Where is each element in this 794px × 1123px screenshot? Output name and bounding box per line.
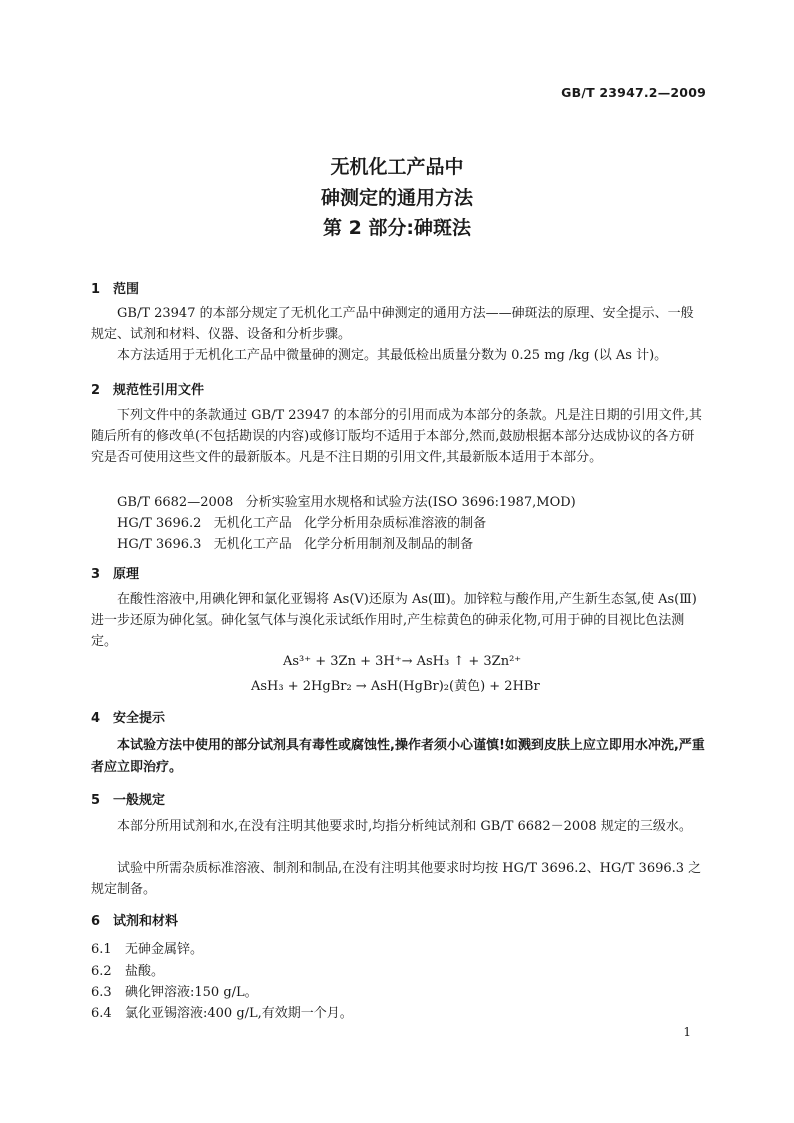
page-number: 1	[683, 1025, 691, 1039]
section-1-paragraph-2: 本方法适用于无机化工产品中微量砷的测定。其最低检出质量分数为 0.25 mg /kg (以 As 计)。	[117, 348, 668, 363]
section-6-heading	[91, 910, 178, 929]
section-title: 一般规定	[113, 793, 166, 808]
section-title: 规范性引用文件	[113, 383, 205, 398]
safety-warning: 本试验方法中使用的部分试剂具有毒性或腐蚀性,操作者须小心谨慎!如溅到皮肤上应立即用水冲洗,严重者应立即治疗。	[91, 738, 705, 775]
item-number: 6.4	[91, 1006, 112, 1021]
standard-number: GB/T 23947.2—2009	[561, 85, 706, 100]
reference-item: HG/T 3696.2 无机化工产品 化学分析用杂质标准溶液的制备	[117, 516, 487, 531]
section-number: 3	[91, 567, 101, 582]
section-4-heading	[91, 707, 165, 726]
document-title-line-1: 无机化工产品中	[330, 156, 464, 178]
section-number: 2	[91, 383, 101, 398]
list-item	[91, 938, 203, 957]
section-5-paragraph-1: 本部分所用试剂和水,在没有注明其他要求时,均指分析纯试剂和 GB/T 6682－2008 规定的三级水。	[117, 819, 692, 834]
section-1-paragraph-1: GB/T 23947 的本部分规定了无机化工产品中砷测定的通用方法——砷斑法的原理、安全提示、一般规定、试剂和材料、仪器、设备和分析步骤。	[91, 306, 694, 342]
item-text: 氯化亚锡溶液:400 g/L,有效期一个月。	[125, 1006, 353, 1021]
reaction-equation-2: AsH₃ + 2HgBr₂ → AsH(HgBr)₂(黄色) + 2HBr	[251, 679, 540, 694]
list-item	[91, 1002, 353, 1021]
section-2-paragraph-1: 下列文件中的条款通过 GB/T 23947 的本部分的引用而成为本部分的条款。凡是注日期的引用文件,其随后所有的修改单(不包括勘误的内容)或修订版均不适用于本部分,然而,鼓励根据本部分达成协议的各方研究是否可使用这些文件的最新版本。凡是不注日期的引用文件,其最新版本适用于本部分。	[91, 408, 702, 465]
item-text: 盐酸。	[125, 964, 165, 979]
document-title-line-2: 砷测定的通用方法	[320, 187, 473, 209]
reaction-equation-1: As³⁺ + 3Zn + 3H⁺→ AsH₃ ↑ + 3Zn²⁺	[283, 654, 522, 669]
section-title: 范围	[113, 282, 140, 297]
section-3-heading	[91, 563, 139, 582]
section-3-paragraph-1: 在酸性溶液中,用碘化钾和氯化亚锡将 As(Ⅴ)还原为 As(Ⅲ)。加锌粒与酸作用,产生新生态氢,使 As(Ⅲ)进一步还原为砷化氢。砷化氢气体与溴化汞试纸作用时,产生棕黄色的砷汞化物,可用于砷的目视比色法测定。	[91, 592, 697, 649]
section-5-heading	[91, 789, 165, 808]
section-number: 5	[91, 793, 101, 808]
section-title: 原理	[113, 567, 140, 582]
item-number: 6.3	[91, 985, 112, 1000]
reference-item: HG/T 3696.3 无机化工产品 化学分析用制剂及制品的制备	[117, 537, 474, 552]
section-number: 6	[91, 914, 101, 929]
item-text: 无砷金属锌。	[125, 942, 204, 957]
item-number: 6.1	[91, 942, 112, 957]
item-text: 碘化钾溶液:150 g/L。	[125, 985, 258, 1000]
section-number: 1	[91, 282, 101, 297]
document-title-line-3: 第 2 部分:砷斑法	[322, 217, 472, 239]
reference-item: GB/T 6682—2008 分析实验室用水规格和试验方法(ISO 3696:1987,MOD)	[117, 495, 576, 510]
section-5-paragraph-2: 试验中所需杂质标准溶液、制剂和制品,在没有注明其他要求时均按 HG/T 3696.2、HG/T 3696.3 之规定制备。	[91, 861, 702, 897]
section-number: 4	[91, 711, 101, 726]
section-title: 安全提示	[113, 711, 166, 726]
section-title: 试剂和材料	[113, 914, 179, 929]
item-number: 6.2	[91, 964, 112, 979]
section-2-heading	[91, 379, 204, 398]
list-item	[91, 981, 258, 1000]
section-1-heading	[91, 278, 139, 297]
list-item	[91, 960, 164, 979]
